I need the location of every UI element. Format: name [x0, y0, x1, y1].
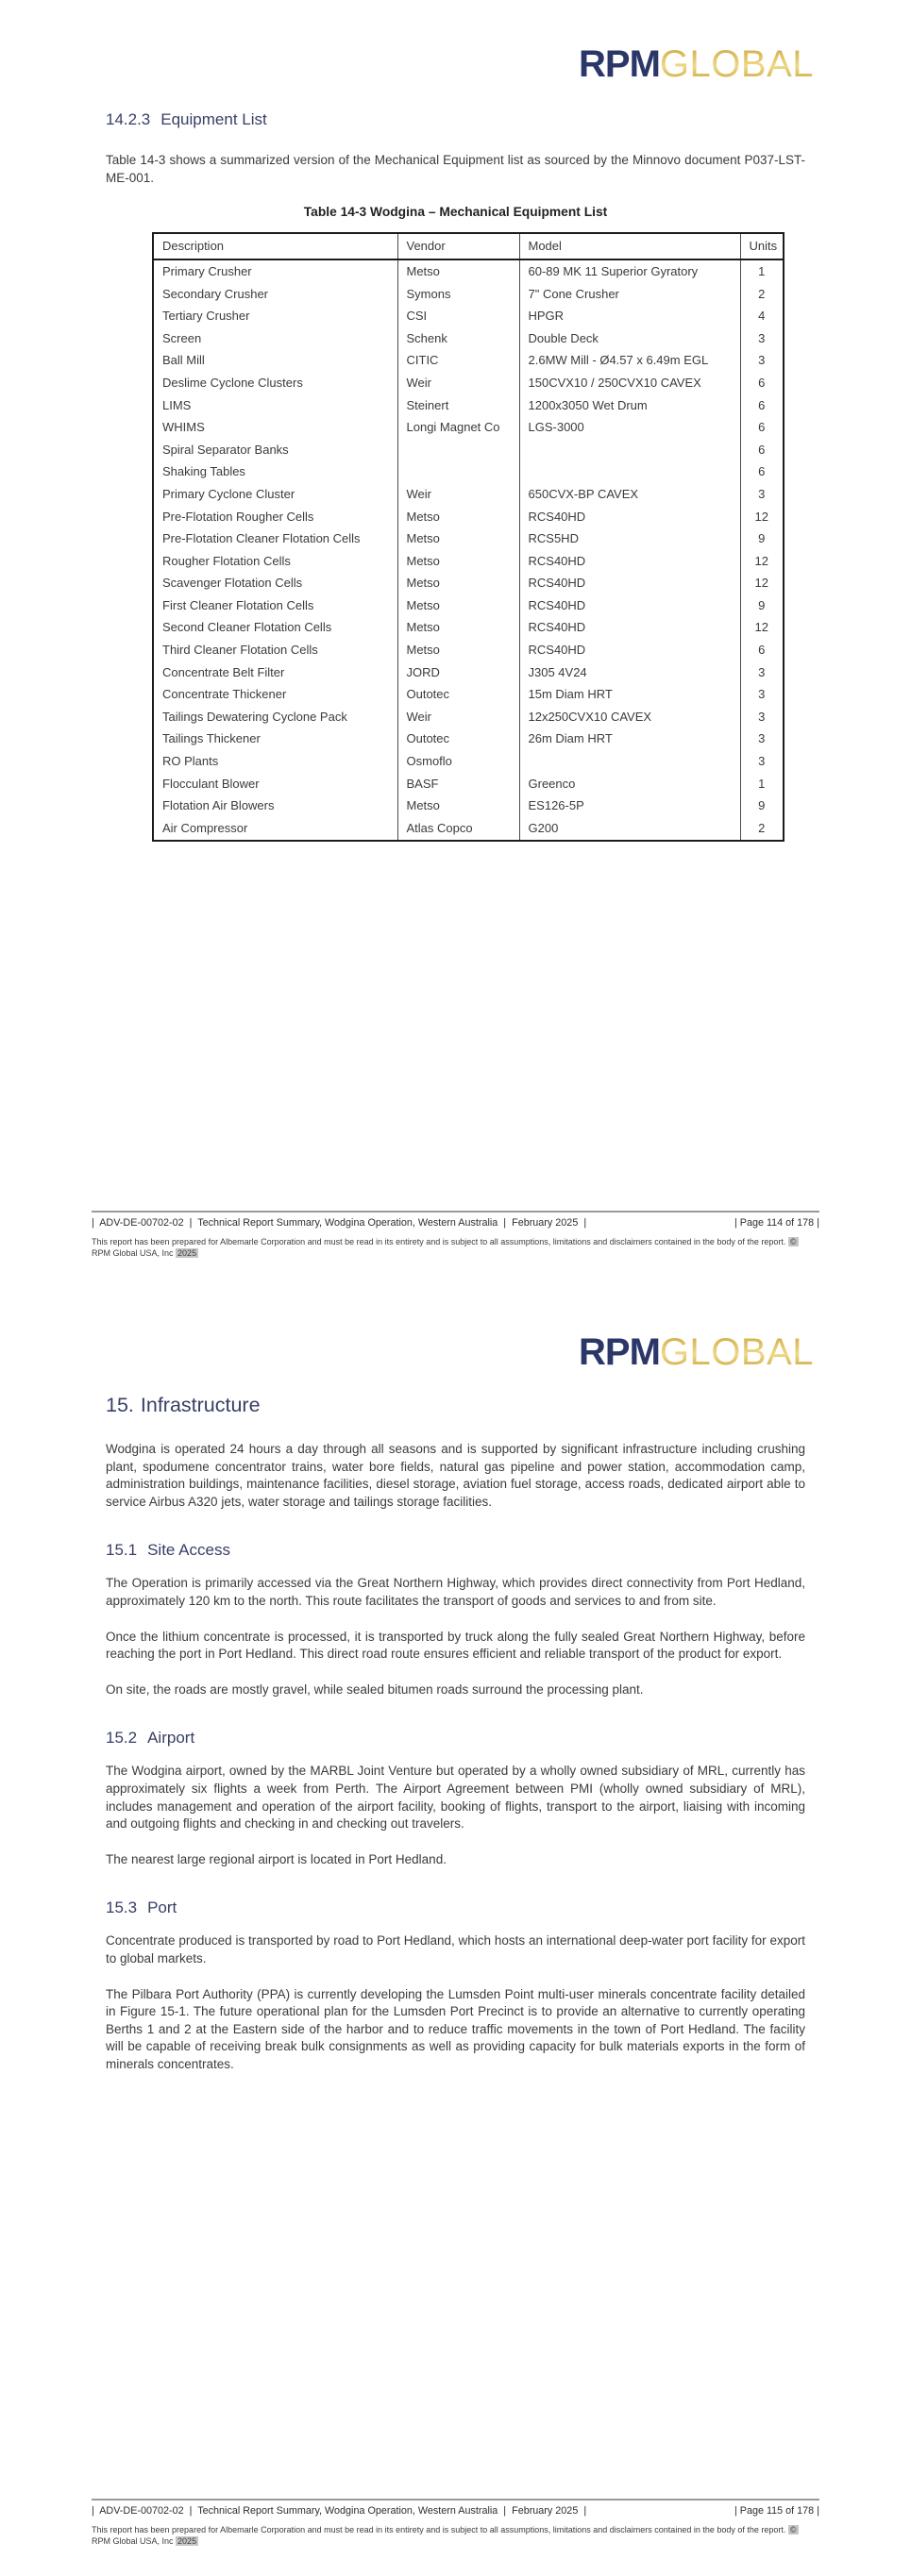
table-cell: Schenk	[397, 327, 519, 350]
table-header-row	[153, 233, 784, 259]
table-cell	[397, 439, 519, 461]
table-row	[153, 750, 784, 773]
table-row	[153, 550, 784, 573]
table-cell: 12	[740, 506, 784, 528]
column-header-vendor: Vendor	[397, 233, 519, 259]
logo-rpm-text: RPM	[579, 43, 660, 85]
copyright-company: RPM Global USA, Inc	[92, 1248, 174, 1259]
page-footer	[92, 2499, 819, 2548]
page-footer	[92, 1211, 819, 1260]
section-heading-equipment-list	[106, 109, 805, 130]
table-cell: Atlas Copco	[397, 817, 519, 841]
logo-global-text: GLOBAL	[659, 1331, 814, 1373]
table-cell: RCS5HD	[519, 527, 740, 550]
page2-content	[106, 1288, 805, 2091]
logo-global-text: GLOBAL	[659, 43, 814, 85]
page-115	[0, 1288, 911, 2576]
section-title: Site Access	[147, 1541, 230, 1560]
table-cell: 12	[740, 573, 784, 595]
table-cell: Ball Mill	[162, 353, 205, 368]
table-cell: Metso	[397, 550, 519, 573]
table-cell: Metso	[397, 506, 519, 528]
table-row	[153, 394, 784, 417]
table-cell: Longi Magnet Co	[397, 416, 519, 439]
table-row	[153, 773, 784, 795]
table-cell: 7" Cone Crusher	[519, 283, 740, 306]
table-cell: 12x250CVX10 CAVEX	[519, 706, 740, 728]
table-row	[153, 728, 784, 751]
table-cell: ES126-5P	[519, 795, 740, 817]
footer-line	[92, 2505, 819, 2517]
section-heading-airport	[106, 1728, 805, 1748]
footer-doc-info: | ADV-DE-00702-02 | Technical Report Summary, Wodgina Operation, Western Australia | February 2025 |	[92, 2505, 587, 2517]
disclaimer-text: This report has been prepared for Albemarle Corporation and must be read in its entirety and is subject to all assumptions, limitations and disclaimers contained in the body of the report.	[92, 1237, 786, 1247]
table-row	[153, 305, 784, 327]
table-cell: G200	[519, 817, 740, 841]
table-cell: RCS40HD	[519, 506, 740, 528]
table-cell	[397, 461, 519, 484]
table-cell: Metso	[397, 527, 519, 550]
disclaimer-text: This report has been prepared for Albemarle Corporation and must be read in its entirety and is subject to all assumptions, limitations and disclaimers contained in the body of the report.	[92, 2525, 786, 2535]
table-cell: 9	[740, 527, 784, 550]
copyright-year: 2025	[177, 2536, 197, 2547]
table-cell: RCS40HD	[519, 550, 740, 573]
table-cell: BASF	[397, 773, 519, 795]
table-row	[153, 259, 784, 283]
table-cell: 2	[740, 817, 784, 841]
table-row	[153, 817, 784, 841]
table-cell: Flocculant Blower	[162, 776, 260, 791]
table-row	[153, 283, 784, 306]
table-cell: Double Deck	[519, 327, 740, 350]
table-row	[153, 372, 784, 394]
table-cell: 6	[740, 639, 784, 661]
footer-disclaimer	[92, 1237, 819, 1260]
table-cell: 26m Diam HRT	[519, 728, 740, 751]
paragraph: The Pilbara Port Authority (PPA) is currently developing the Lumsden Point multi-user minerals concentrate facility detailed in Figure 15-1. The future operational plan for the Lumsden Port Precinct is to provide an alternative to currently operating Berths 1 and 2 at the Eastern side of the harbor and to reduce traffic movements in the town of Port Hedland. The facility will be capable of receiving break bulk consignments as well as providing capacity for bulk materials exports in the form of minerals concentrates.	[106, 1986, 805, 2071]
table-cell: Second Cleaner Flotation Cells	[162, 620, 332, 635]
table-cell: LGS-3000	[519, 416, 740, 439]
page1-content	[106, 0, 805, 842]
table-cell: First Cleaner Flotation Cells	[162, 597, 314, 612]
table-cell: 1200x3050 Wet Drum	[519, 394, 740, 417]
footer-divider	[92, 2499, 819, 2501]
copyright-company: RPM Global USA, Inc	[92, 2536, 174, 2547]
table-cell	[519, 750, 740, 773]
column-header-model: Model	[519, 233, 740, 259]
table-cell: Flotation Air Blowers	[162, 798, 275, 813]
footer-page-number: | Page 115 of 178 |	[734, 2505, 819, 2517]
table-row	[153, 573, 784, 595]
table-cell: Metso	[397, 259, 519, 283]
paragraph-intro: Table 14-3 shows a summarized version of the Mechanical Equipment list as sourced by the Minnovo document P037-LST-ME-001.	[106, 153, 805, 185]
paragraph: Once the lithium concentrate is processed, it is transported by truck along the fully sealed Great Northern Highway, before reaching the port in Port Hedland. This direct road route ensures efficient and reliable transport of the product for export.	[106, 1629, 805, 1662]
table-cell: 3	[740, 728, 784, 751]
table-cell: 650CVX-BP CAVEX	[519, 483, 740, 506]
table-cell: Metso	[397, 573, 519, 595]
table-cell: 2	[740, 283, 784, 306]
table-cell: J305 4V24	[519, 661, 740, 684]
table-cell: Primary Crusher	[162, 263, 252, 278]
table-row	[153, 350, 784, 373]
table-cell: 12	[740, 617, 784, 640]
copyright-symbol: ©	[789, 1237, 797, 1247]
table-cell: Outotec	[397, 683, 519, 706]
table-row	[153, 617, 784, 640]
copyright-year: 2025	[177, 1248, 197, 1259]
footer-disclaimer	[92, 2525, 819, 2548]
table-cell: RCS40HD	[519, 639, 740, 661]
chapter-title: Infrastructure	[140, 1394, 261, 1416]
table-cell: Scavenger Flotation Cells	[162, 576, 303, 591]
table-cell: 9	[740, 594, 784, 617]
table-cell: Metso	[397, 639, 519, 661]
table-cell: 150CVX10 / 250CVX10 CAVEX	[519, 372, 740, 394]
table-cell: Primary Cyclone Cluster	[162, 486, 295, 501]
table-cell: Tailings Dewatering Cyclone Pack	[162, 709, 347, 724]
footer-line	[92, 1217, 819, 1229]
column-header-units: Units	[740, 233, 784, 259]
table-cell: Screen	[162, 330, 202, 345]
table-caption: Table 14-3 Wodgina – Mechanical Equipment List	[303, 205, 608, 220]
table-cell: 12	[740, 550, 784, 573]
table-row	[153, 327, 784, 350]
footer-page-number: | Page 114 of 178 |	[734, 1217, 819, 1229]
table-cell: RCS40HD	[519, 617, 740, 640]
table-cell: Weir	[397, 483, 519, 506]
table-cell: 6	[740, 394, 784, 417]
table-cell: Pre-Flotation Cleaner Flotation Cells	[162, 531, 361, 546]
table-cell: WHIMS	[162, 420, 205, 435]
table-cell	[519, 439, 740, 461]
table-cell: 3	[740, 327, 784, 350]
table-cell: 2.6MW Mill - Ø4.57 x 6.49m EGL	[519, 350, 740, 373]
paragraph: On site, the roads are mostly gravel, while sealed bitumen roads surround the processing plant.	[106, 1681, 644, 1697]
table-cell: RCS40HD	[519, 573, 740, 595]
table-cell: JORD	[397, 661, 519, 684]
table-cell: LIMS	[162, 397, 192, 412]
table-cell: Air Compressor	[162, 820, 248, 835]
table-row	[153, 416, 784, 439]
table-cell: Deslime Cyclone Clusters	[162, 375, 303, 390]
section-heading-port	[106, 1898, 805, 1918]
table-cell: Concentrate Belt Filter	[162, 664, 285, 679]
section-title: Port	[147, 1899, 177, 1917]
table-cell: CITIC	[397, 350, 519, 373]
table-row	[153, 506, 784, 528]
section-number: 15.3	[106, 1899, 138, 1917]
table-cell: 9	[740, 795, 784, 817]
table-cell: Rougher Flotation Cells	[162, 553, 291, 568]
table-cell: 3	[740, 750, 784, 773]
paragraph: The Operation is primarily accessed via the Great Northern Highway, which provides direct connectivity from Port Hedland, approximately 120 km to the north. This route facilitates the transport of goods and services to and from site.	[106, 1576, 805, 1608]
table-cell: 6	[740, 416, 784, 439]
table-cell: Weir	[397, 706, 519, 728]
table-cell: 15m Diam HRT	[519, 683, 740, 706]
table-cell: Osmoflo	[397, 750, 519, 773]
table-row	[153, 527, 784, 550]
table-cell: Tailings Thickener	[162, 731, 261, 746]
table-cell: 6	[740, 439, 784, 461]
table-cell: 60-89 MK 11 Superior Gyratory	[519, 259, 740, 283]
table-cell: Outotec	[397, 728, 519, 751]
table-cell: 4	[740, 305, 784, 327]
table-row	[153, 461, 784, 484]
table-cell: Tertiary Crusher	[162, 309, 250, 324]
section-number: 14.2.3	[106, 110, 151, 128]
table-cell: Greenco	[519, 773, 740, 795]
table-row	[153, 683, 784, 706]
copyright-symbol: ©	[789, 2525, 797, 2535]
subsections	[106, 1540, 805, 2073]
section-title: Equipment List	[160, 110, 267, 128]
table-cell: 3	[740, 483, 784, 506]
section-heading-site-access	[106, 1540, 805, 1561]
table-cell: 3	[740, 706, 784, 728]
table-cell: 1	[740, 259, 784, 283]
footer-divider	[92, 1211, 819, 1213]
table-cell: Third Cleaner Flotation Cells	[162, 643, 318, 658]
table-cell: 3	[740, 661, 784, 684]
table-cell: Concentrate Thickener	[162, 687, 287, 702]
logo-rpm-text: RPM	[579, 1331, 660, 1373]
section-number: 15.1	[106, 1541, 138, 1560]
column-header-description: Description	[153, 233, 397, 259]
table-cell: Metso	[397, 617, 519, 640]
paragraph: The Wodgina airport, owned by the MARBL Joint Venture but operated by a wholly owned subsidiary of MRL, currently has approximately six flights a week from Perth. The Airport Agreement between PMI (wholly owned subsidiary of MRL), includes management and operation of the airport facility, booking of flights, transport to the airport, liaising with incoming and outgoing flights and checking in and checking out travelers.	[106, 1764, 805, 1832]
table-row	[153, 639, 784, 661]
chapter-heading-infrastructure	[106, 1393, 805, 1418]
footer-doc-info: | ADV-DE-00702-02 | Technical Report Summary, Wodgina Operation, Western Australia | February 2025 |	[92, 1217, 587, 1229]
paragraph: Concentrate produced is transported by road to Port Hedland, which hosts an international deep-water port facility for export to global markets.	[106, 1933, 805, 1965]
table-cell: RCS40HD	[519, 594, 740, 617]
table-row	[153, 439, 784, 461]
table-cell: Secondary Crusher	[162, 286, 268, 301]
table-cell: Metso	[397, 594, 519, 617]
table-cell: Steinert	[397, 394, 519, 417]
table-row	[153, 706, 784, 728]
table-row	[153, 594, 784, 617]
table-cell	[519, 461, 740, 484]
section-number: 15.2	[106, 1729, 138, 1748]
table-cell: Weir	[397, 372, 519, 394]
table-cell: 3	[740, 350, 784, 373]
table-cell: 6	[740, 461, 784, 484]
table-cell: 1	[740, 773, 784, 795]
table-cell: CSI	[397, 305, 519, 327]
paragraph: The nearest large regional airport is located in Port Hedland.	[106, 1851, 447, 1866]
table-row	[153, 795, 784, 817]
table-cell: HPGR	[519, 305, 740, 327]
section-title: Airport	[147, 1729, 195, 1748]
table-cell: Symons	[397, 283, 519, 306]
table-row	[153, 661, 784, 684]
mechanical-equipment-table	[152, 232, 784, 841]
table-cell: Metso	[397, 795, 519, 817]
table-cell: Pre-Flotation Rougher Cells	[162, 509, 314, 524]
table-row	[153, 483, 784, 506]
table-cell: 3	[740, 683, 784, 706]
table-cell: 6	[740, 372, 784, 394]
table-cell: RO Plants	[162, 754, 219, 769]
paragraph-intro: Wodgina is operated 24 hours a day through all seasons and is supported by significant infrastructure including crushing plant, spodumene concentrator trains, water bore fields, natural gas pipeline and power station, accommodation camp, administration buildings, maintenance facilities, diesel storage, aviation fuel storage, access roads, dedicated airport able to service Airbus A320 jets, water storage and tailings storage facilities.	[106, 1442, 805, 1509]
table-cell: Shaking Tables	[162, 464, 245, 479]
chapter-number: 15.	[106, 1394, 134, 1416]
table-cell: Spiral Separator Banks	[162, 442, 289, 457]
